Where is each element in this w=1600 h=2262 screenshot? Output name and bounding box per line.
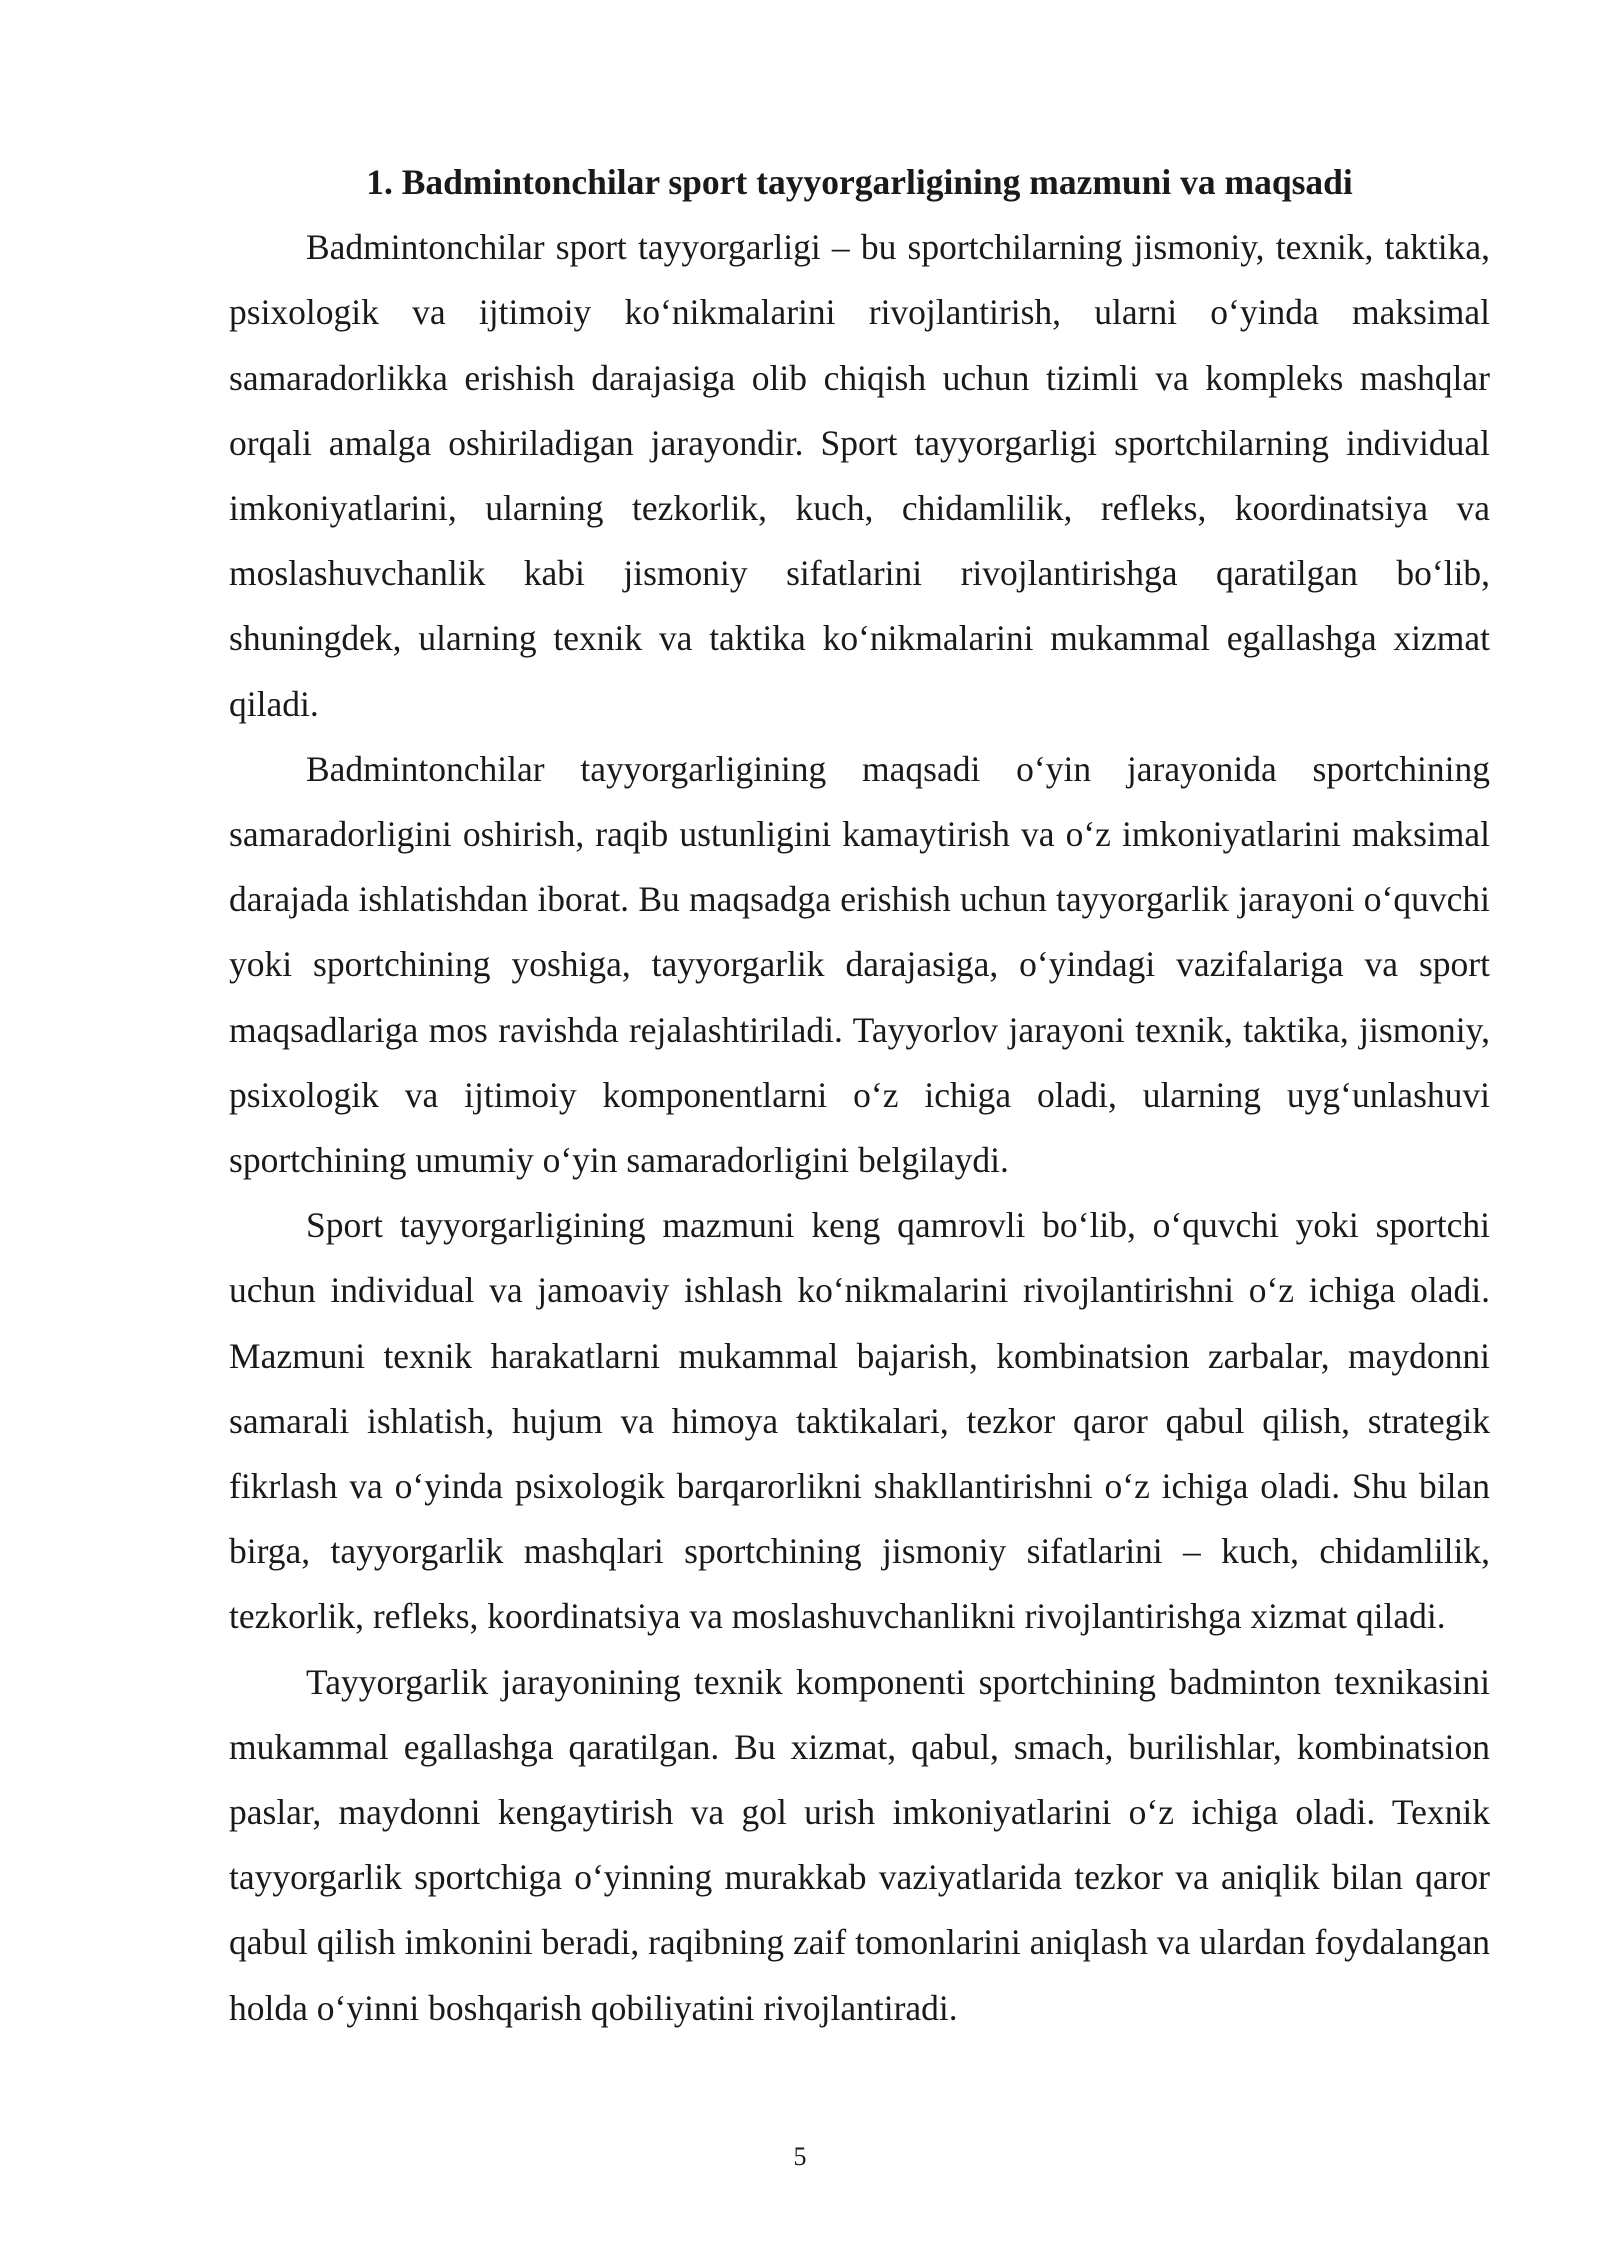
paragraph-2: Badmintonchilar tayyorgarligining maqsadi o‘yin jarayonida sportchining samaradorligini oshirish, raqib ustunligini kamaytirish va o‘z imkoniyatlarini maksimal darajada ishlatishdan iborat. Bu maqsadga erishish uchun tayyorgarlik jarayoni o‘quvchi yoki sportchining yoshiga, tayyorgarlik darajasiga, o‘yindagi vazifalariga va sport maqsadlariga mos ravishda rejalashtiriladi. Tayyorlov jarayoni texnik, taktika, jismoniy, psixologik va ijtimoiy komponentlarni o‘z ichiga oladi, ularning uyg‘unlashuvi sportchining umumiy o‘yin samaradorligini belgilaydi. [229,748,1490,1181]
page-number: 5 [793,2142,807,2171]
paragraph-3: Sport tayyorgarligining mazmuni keng qamrovli bo‘lib, o‘quvchi yoki sportchi uchun individual va jamoaviy ishlash ko‘nikmalarini rivojlantirishni o‘z ichiga oladi. Mazmuni texnik harakatlarni mukammal bajarish, kombinatsion zarbalar, maydonni samarali ishlatish, hujum va himoya taktikalari, tezkor qaror qabul qilish, strategik fikrlash va o‘yinda psixologik barqarorlikni shakllantirishni o‘z ichiga oladi. Shu bilan birga, tayyorgarlik mashqlari sportchining jismoniy sifatlarini – kuch, chidamlilik, tezkorlik, refleks, koordinatsiya va moslashuvchanlikni rivojlantirishga xizmat qiladi. [229,1205,1490,1637]
paragraph-1: Badmintonchilar sport tayyorgarligi – bu sportchilarning jismoniy, texnik, taktika, psixologik va ijtimoiy ko‘nikmalarini rivojlantirish, ularni o‘yinda maksimal samaradorlikka erishish darajasiga olib chiqish uchun tizimli va kompleks mashqlar orqali amalga oshiriladigan jarayondir. Sport tayyorgarligi sportchilarning individual imkoniyatlarini, ularning tezkorlik, kuch, chidamlilik, refleks, koordinatsiya va moslashuvchanlik kabi jismoniy sifatlarini rivojlantirishga qaratilgan bo‘lib, shuningdek, ularning texnik va taktika ko‘nikmalarini mukammal egallashga xizmat qiladi. [229,227,1490,724]
section-title: 1. Badmintonchilar sport tayyorgarligining mazmuni va maqsadi [366,162,1353,202]
page-body [229,150,1490,2041]
paragraph-4: Tayyorgarlik jarayonining texnik komponenti sportchining badminton texnikasini mukammal egallashga qaratilgan. Bu xizmat, qabul, smach, burilishlar, kombinatsion paslar, maydonni kengaytirish va gol urish imkoniyatlarini o‘z ichiga oladi. Texnik tayyorgarlik sportchiga o‘yinning murakkab vaziyatlarida tezkor va aniqlik bilan qaror qabul qilish imkonini beradi, raqibning zaif tomonlarini aniqlash va ulardan foydalangan holda o‘yinni boshqarish qobiliyatini rivojlantiradi. [229,1661,1490,2028]
